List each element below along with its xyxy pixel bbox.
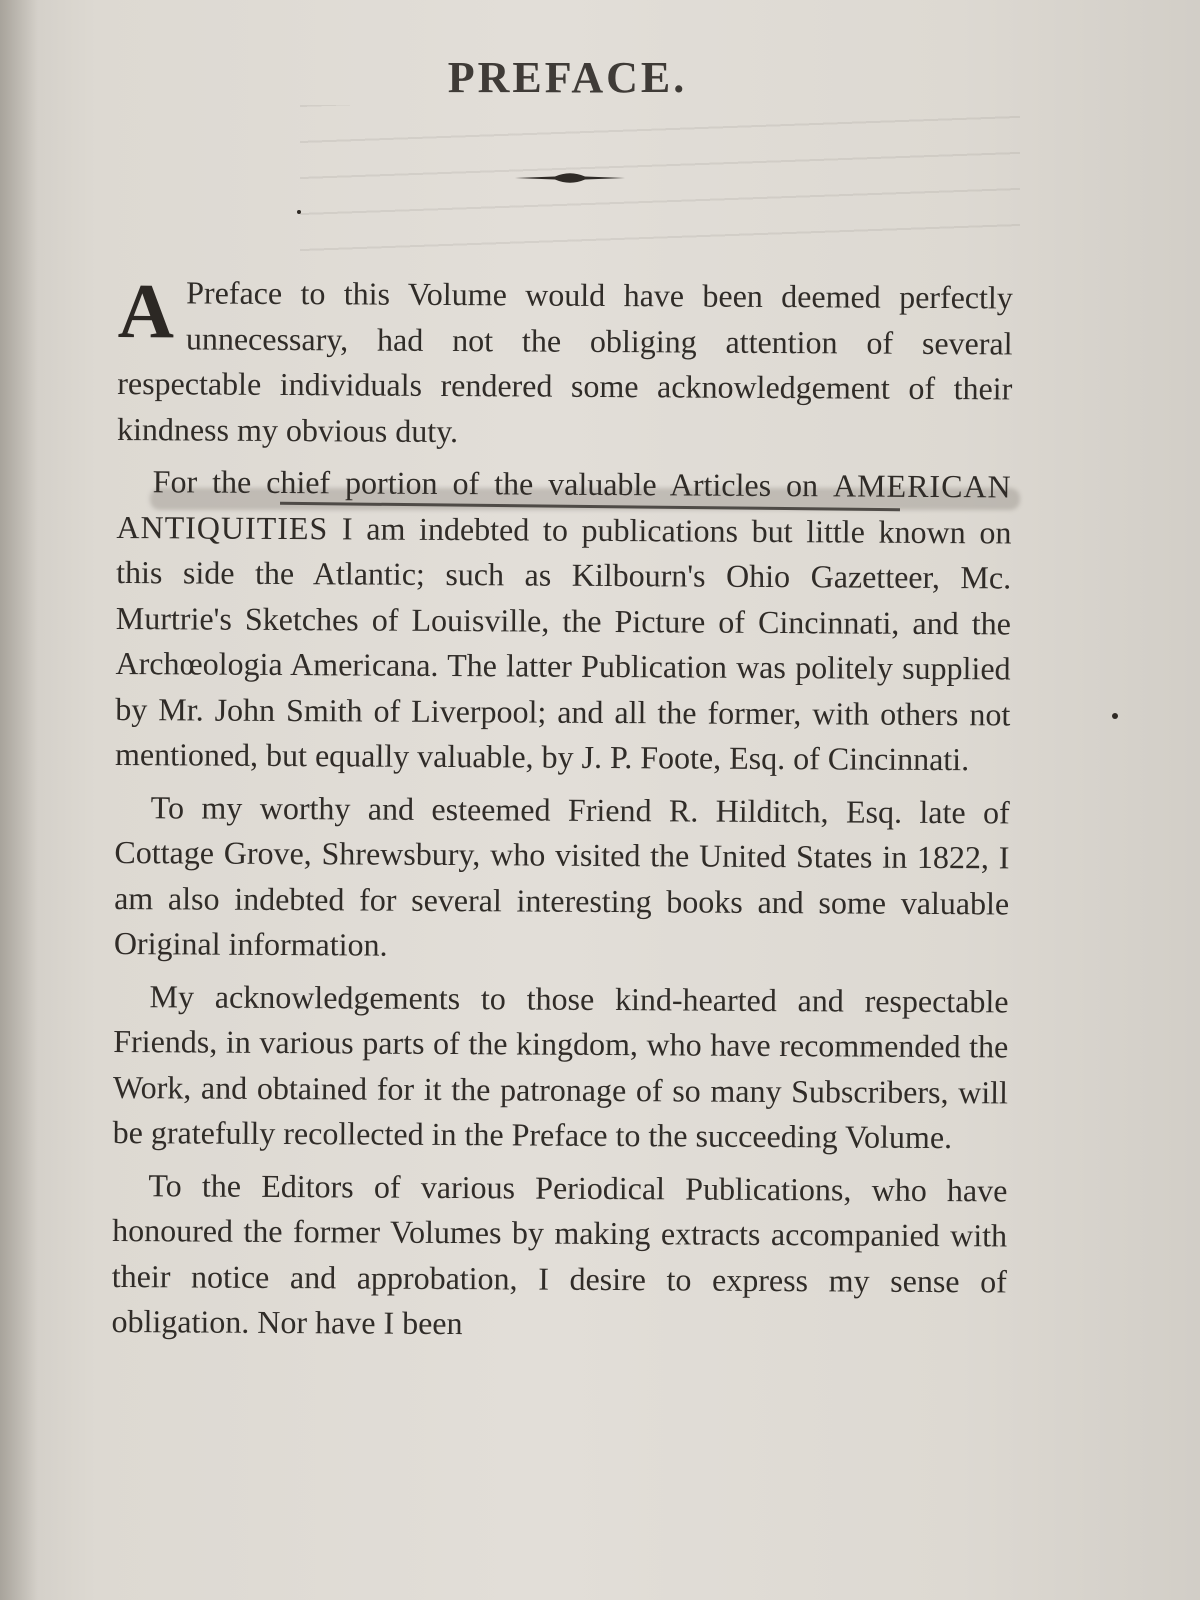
paragraph-1	[116, 267, 1013, 457]
paragraph-2-lead: For the chief portion of the valuable Articles on	[152, 463, 819, 504]
drop-cap: A	[117, 267, 175, 355]
paragraph-3: To my worthy and esteemed Friend R. Hilditch, Esq. late of Cottage Grove, Shrewsbury, who visited the United States in 1822, I am also indebted for several interesting books and some valuable Original information.	[113, 788, 1010, 963]
preface-body	[111, 267, 1013, 1357]
page-title: PREFACE.	[447, 53, 688, 102]
show-through-text	[300, 105, 1020, 255]
paragraph-1-text: Preface to this Volume would have been deemed perfectly unnecessary, had not the obliging attention of several respectable individuals rendered some acknowledgement of their kindness my obvious duty.	[116, 274, 1013, 449]
paper-speck	[297, 210, 301, 214]
ornament-rule	[515, 170, 625, 186]
paragraph-2	[115, 459, 1012, 783]
paragraph-2-caps: AMERICAN ANTIQUITIES	[116, 467, 1012, 546]
paragraph-5: To the Editors of various Periodical Publications, who have honoured the former Volumes by making extracts accompanied with their notice and approbation, I desire to express my sense of obligation. Nor have I been	[111, 1166, 1008, 1342]
paragraph-2-text: I am indebted to publications but little known on this side the Atlantic; such as Kilbourn's Ohio Gazetteer, Mc. Murtrie's Sketches of Louisville, the Picture of Cincinnati, and the Archœologia Americana. The latter Publication was politely supplied by Mr. John Smith of Liverpool; and all the former, with others not mentioned, but equally valuable, by J. P. Foote, Esq. of Cincinnati.	[114, 509, 1012, 778]
paragraph-4: My acknowledgements to those kind-hearted and respectable Friends, in various parts of the kingdom, who have recommended the Work, and obtained for it the patronage of so many Subscribers, will be gratefully recollected in the Preface to the succeeding Volume.	[112, 977, 1009, 1156]
gutter-shadow	[0, 0, 38, 1600]
paper-speck	[1112, 713, 1118, 719]
